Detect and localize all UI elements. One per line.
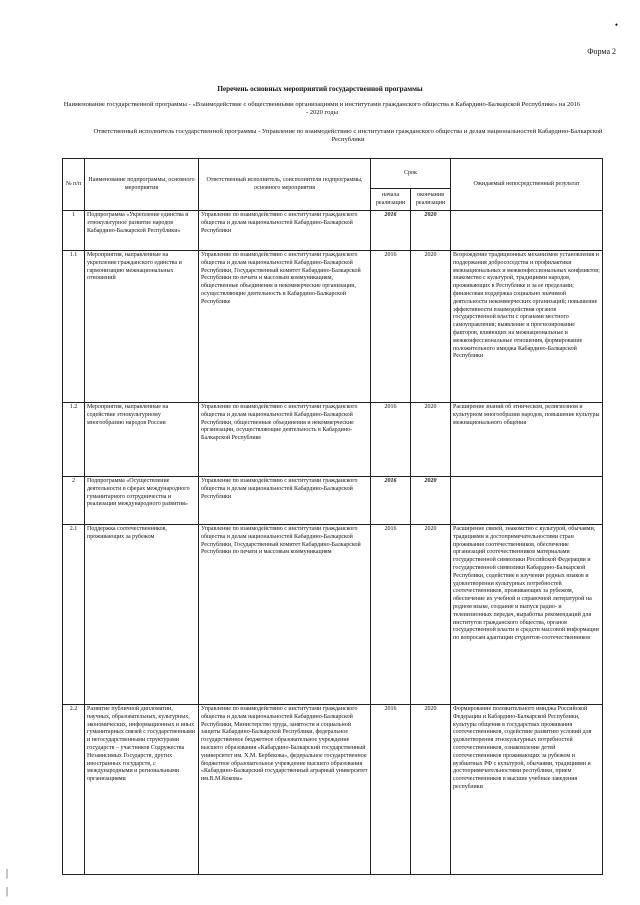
row-result: Формирование положительного имиджа Российской Федерации и Кабардино-Балкарской Республики, культуры общения в государствах проживания соотечественников, содействие развитию условий для удовлетворения этнокультурных потребностей соотечественников, ознакомление детей соотечественников проживающих за рубежом и вузбиатных РФ с культурой, обычаями, традициями и достопримечательностями республики, прием соотечественников в высшие учебные заведения республики <box>451 705 603 875</box>
page-mark: • <box>614 20 618 30</box>
row-name: Развитие публичной дипломатии, научных, образовательных, культурных, экономических, информационных и иных гуманитарных связей с государственными и негосударственными структурами государств – участников Содружества Независимых Государств, других иностранных государств, с международными и региональными организациями <box>85 705 199 875</box>
row-start: 2016 <box>371 211 411 251</box>
document-title: Перечень основных мероприятий государственной программы <box>217 85 423 93</box>
row-executor: Управление по взаимодействию с институтами гражданского общества и делам национальностей Кабардино-Балкарской Республики, Государственный комитет Кабардино-Балкарской Республики по печати и массовым коммуникациям <box>199 525 371 705</box>
row-num: 2 <box>63 477 85 525</box>
row-start: 2016 <box>371 251 411 403</box>
header-start: начала реализации <box>371 189 411 211</box>
row-end: 2020 <box>411 211 451 251</box>
row-end: 2020 <box>411 403 451 477</box>
row-end: 2020 <box>411 251 451 403</box>
row-name: Подпрограмма «Укрепление единства и этнокультурное развитие народов Кабардино-Балкарской Республики» <box>85 211 199 251</box>
row-num: 2.2 <box>63 705 85 875</box>
row-num: 1.1 <box>63 251 85 403</box>
table-row <box>63 525 603 705</box>
row-num: 1.2 <box>63 403 85 477</box>
row-result <box>451 477 603 525</box>
row-end: 2020 <box>411 705 451 875</box>
row-start: 2016 <box>371 705 411 875</box>
form-label: Форма 2 <box>587 47 616 56</box>
row-executor: Управление по взаимодействию с институтами гражданского общества и делам национальностей Кабардино-Балкарской Республики <box>199 211 371 251</box>
margin-mark: | <box>6 886 9 897</box>
row-name: Поддержка соотечественников, проживающих за рубежом <box>85 525 199 705</box>
row-end: 2020 <box>411 477 451 525</box>
header-term: Срок <box>371 159 451 189</box>
table-row <box>63 251 603 403</box>
margin-mark: | <box>6 868 9 879</box>
row-end: 2020 <box>411 525 451 705</box>
header-name: Наименование подпрограммы, основного мероприятия <box>85 159 199 211</box>
row-executor: Управление по взаимодействию с институтами гражданского общества и делам национальностей Кабардино-Балкарской Республики <box>199 477 371 525</box>
row-name: Мероприятия, направленные на укрепление гражданского единства и гармонизацию межнациональных отношений <box>85 251 199 403</box>
row-start: 2016 <box>371 477 411 525</box>
row-result <box>451 211 603 251</box>
table-row <box>63 705 603 875</box>
row-num: 2.1 <box>63 525 85 705</box>
table-row <box>63 477 603 525</box>
table-row <box>63 403 603 477</box>
row-name: Подпрограмма «Осуществление деятельности в сферах международного гуманитарного сотрудничества и реализации международного развития» <box>85 477 199 525</box>
activities-table <box>62 158 603 875</box>
header-result: Ожидаемый непосредственный результат <box>451 159 603 211</box>
program-name-line: Наименование государственной программы - «Взаимодействие с общественными организациями и институтами гражданского общества в Кабардино-Балкарской Республике» на 2016 - 2020 годы <box>63 101 581 116</box>
row-executor: Управление по взаимодействию с институтами гражданского общества и делам национальностей Кабардино-Балкарской Республики, общественные объединения и некоммерческие организации, осуществляющие деятельность в Кабардино-Балкарской Республике <box>199 403 371 477</box>
row-result: Расширение связей, знакомство с культурой, обычаями, традициями и достопримечательностями стран проживания соотечественников, обеспечение организаций соотечественников материалами государственной символики Российской Федерации и государственной символики Кабардино-Балкарской Республики, содействие в изучении родных языков и удовлетворении культурных потребностей соотечественников, проживающих за рубежом, обеспечение их учебной и справочной литературой на родном языке, создание и выпуск радио- и телевизионных передач, выработка рекомендаций для институтов гражданского общества, органов государственной власти и средств массовой информации по вопросам адаптации студентов-соотечественников <box>451 525 603 705</box>
row-num: 1 <box>63 211 85 251</box>
row-name: Мероприятия, направленные на содействие этнокультурному многообразию народов России <box>85 403 199 477</box>
row-executor: Управление по взаимодействию с институтами гражданского общества и делам национальностей Кабардино-Балкарской Республики, Министерство труда, занятости и социальной защиты Кабардино-Балкарской Республики, федеральное государственное бюджетное образовательное учреждение высшего образования «Кабардино-Балкарский государственный университет им. Х.М. Бербекова», федеральное государственное бюджетное образовательное учреждение высшего образования «Кабардино-Балкарский государственный аграрный университет им.В.М.Кокова» <box>199 705 371 875</box>
row-executor: Управление по взаимодействию с институтами гражданского общества и делам национальностей Кабардино-Балкарской Республики, Государственный комитет Кабардино-Балкарской Республики по печати и массовым коммуникациям, общественные объединения и некоммерческие организации, осуществляющие деятельность в Кабардино-Балкарской Республике <box>199 251 371 403</box>
row-result: Возрождение традиционных механизмов установления и поддержания добрососедства и профилактики межнациональных и межконфессиональных конфликтов; знакомство с культурой, традициями народов, проживающих в Республике и за ее пределами; финансовая поддержка социально значимой деятельности некоммерческих организаций; повышение эффективности взаимодействия органов государственной власти с органами местного самоуправления; выявление и прогнозирование факторов, влияющих на межнациональные и межконфессиональные отношения, формирование положительного имиджа Кабардино-Балкарской Республики <box>451 251 603 403</box>
table-row <box>63 211 603 251</box>
header-num: № п/п <box>63 159 85 211</box>
row-start: 2016 <box>371 525 411 705</box>
header-executor: Ответственный исполнитель, соисполнители подпрограммы, основного мероприятия <box>199 159 371 211</box>
row-start: 2016 <box>371 403 411 477</box>
executor-line: Ответственный исполнитель государственной программы - Управление по взаимодействию с институтами гражданского общества и делам национальностей Кабардино-Балкарской Республики <box>93 128 603 143</box>
header-end: окончания реализации <box>411 189 451 211</box>
row-result: Расширение знаний об этническом, религиозном и культурном многообразии народов, повышение культуры межнационального общения <box>451 403 603 477</box>
